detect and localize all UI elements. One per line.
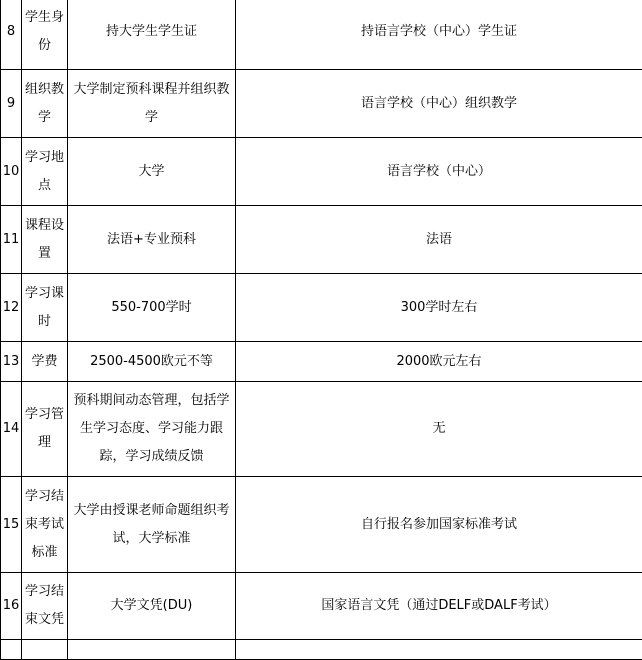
row-item: 学习管理	[22, 382, 68, 477]
language-school-cell: 300学时左右	[236, 274, 642, 342]
row-number: 11	[1, 206, 22, 274]
university-cell: 2500-4500欧元不等	[68, 342, 236, 382]
university-cell: 预科期间动态管理，包括学生学习态度、学习能力跟踪，学习成绩反馈	[68, 382, 236, 477]
table-row	[1, 0, 642, 70]
university-cell: 大学制定预科课程并组织教学	[68, 70, 236, 138]
university-cell: 大学	[68, 138, 236, 206]
language-school-cell: 无	[236, 382, 642, 477]
language-school-cell: 国家语言文凭（通过DELF或DALF考试）	[236, 573, 642, 640]
table-row	[1, 138, 642, 206]
university-cell	[68, 640, 236, 660]
university-cell: 法语+专业预科	[68, 206, 236, 274]
table-row	[1, 382, 642, 477]
language-school-cell: 持语言学校（中心）学生证	[236, 0, 642, 70]
row-item: 学习结束文凭	[22, 573, 68, 640]
row-item: 课程设置	[22, 206, 68, 274]
language-school-cell	[236, 640, 642, 660]
row-number: 14	[1, 382, 22, 477]
row-number: 9	[1, 70, 22, 138]
table-row	[1, 640, 642, 660]
table-row	[1, 206, 642, 274]
row-item	[22, 640, 68, 660]
language-school-cell: 语言学校（中心）	[236, 138, 642, 206]
row-number: 8	[1, 0, 22, 70]
row-number: 10	[1, 138, 22, 206]
university-cell: 持大学生学生证	[68, 0, 236, 70]
table-row	[1, 70, 642, 138]
language-school-cell: 语言学校（中心）组织教学	[236, 70, 642, 138]
table-row	[1, 477, 642, 573]
row-item: 学习地点	[22, 138, 68, 206]
language-school-cell: 自行报名参加国家标准考试	[236, 477, 642, 573]
language-school-cell: 2000欧元左右	[236, 342, 642, 382]
row-item: 学费	[22, 342, 68, 382]
table-row	[1, 274, 642, 342]
row-item: 学生身份	[22, 0, 68, 70]
language-school-cell: 法语	[236, 206, 642, 274]
table-row	[1, 573, 642, 640]
table-row	[1, 342, 642, 382]
row-number: 15	[1, 477, 22, 573]
row-item: 组织教学	[22, 70, 68, 138]
row-number: 16	[1, 573, 22, 640]
row-item: 学习结束考试标准	[22, 477, 68, 573]
university-cell: 大学由授课老师命题组织考试，大学标准	[68, 477, 236, 573]
row-number: 13	[1, 342, 22, 382]
row-item: 学习课时	[22, 274, 68, 342]
university-cell: 550-700学时	[68, 274, 236, 342]
row-number	[1, 640, 22, 660]
row-number: 12	[1, 274, 22, 342]
university-cell: 大学文凭(DU)	[68, 573, 236, 640]
